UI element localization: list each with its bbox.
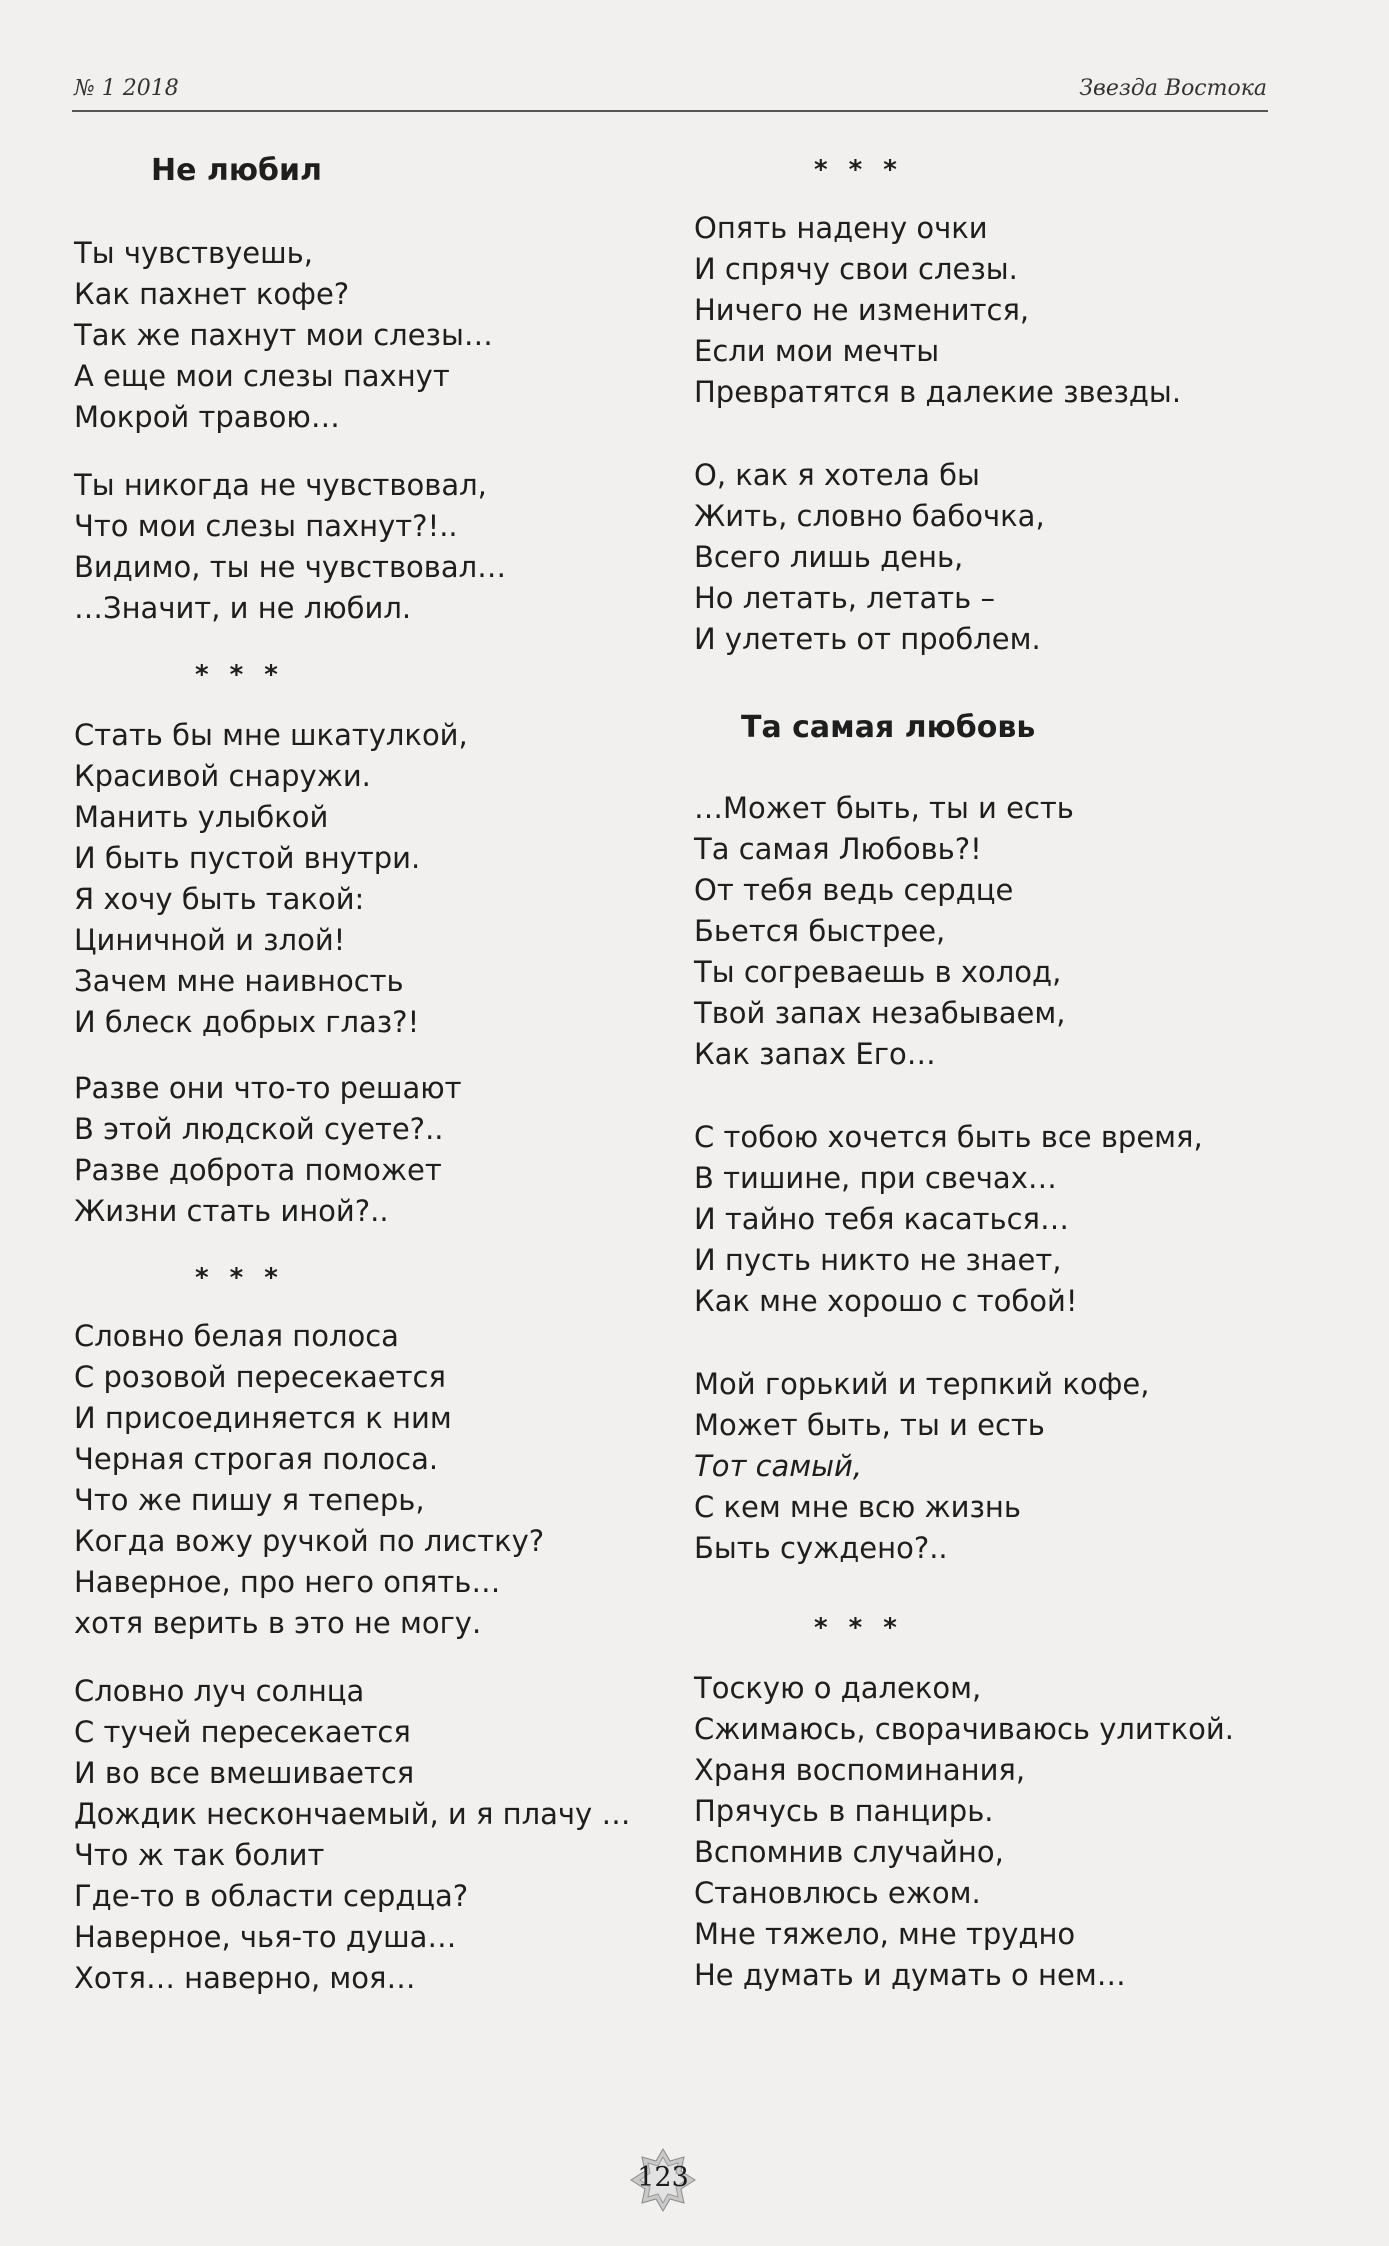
poem-line: Твой запах незабываем, (694, 996, 1066, 1030)
poem-line: Тоскую о далеком, (694, 1671, 982, 1705)
page-number-badge (628, 2147, 698, 2213)
poem-line: О, как я хотела бы (694, 458, 980, 492)
poem-line: …Может быть, ты и есть (694, 791, 1074, 825)
poem-line: хотя верить в это не могу. (74, 1606, 482, 1640)
poem-line: Ты чувствуешь, (74, 236, 313, 270)
poem-line: Черная строгая полоса. (74, 1442, 439, 1476)
page-number: 123 (637, 2162, 689, 2193)
poem-line: И быть пустой внутри. (74, 841, 421, 875)
poem-line: И присоединяется к ним (74, 1401, 452, 1435)
poem-line: Разве они что-то решают (74, 1071, 462, 1105)
poem-line: Становлюсь ежом. (694, 1876, 981, 1910)
poem-line: Ты никогда не чувствовал, (74, 468, 487, 502)
poem-line: Я хочу быть такой: (74, 882, 365, 916)
poem-line: Прячусь в панцирь. (694, 1794, 994, 1828)
poem-line: Стать бы мне шкатулкой, (74, 718, 468, 752)
poem-line: В тишине, при свечах… (694, 1161, 1057, 1195)
poem-line: А еще мои слезы пахнут (74, 359, 450, 393)
poem-line: И улететь от проблем. (694, 622, 1041, 656)
poem-line-italic: Тот самый, (694, 1449, 863, 1483)
poem-line: Жить, словно бабочка, (694, 499, 1045, 533)
poem-line: Зачем мне наивность (74, 964, 404, 998)
poem-line: Наверное, про него опять… (74, 1565, 501, 1599)
poem-line: Манить улыбкой (74, 800, 329, 834)
poem-line: Дождик нескончаемый, и я плачу … (74, 1797, 631, 1831)
poem-line: Опять надену очки (694, 211, 988, 245)
poem-line: И во все вмешивается (74, 1756, 415, 1790)
poem-line: Словно луч солнца (74, 1674, 365, 1708)
issue-number: № 1 2018 (74, 76, 179, 101)
poem-line: Красивой снаружи. (74, 759, 371, 793)
poem-line: Быть суждено?.. (694, 1531, 948, 1565)
poem-line: Как запах Его… (694, 1037, 936, 1071)
poem-line: Превратятся в далекие звезды. (694, 375, 1182, 409)
section-separator: * * * (814, 155, 903, 185)
poem-title-ne-lyubil: Не любил (151, 153, 322, 188)
poem-line: Как пахнет кофе? (74, 277, 350, 311)
poem-title-ta-samaya-lyubov: Та самая любовь (741, 710, 1036, 745)
poem-line: Мой горький и терпкий кофе, (694, 1367, 1150, 1401)
poem-line: С тучей пересекается (74, 1715, 411, 1749)
poem-line: Где-то в области сердца? (74, 1879, 469, 1913)
header-divider (72, 110, 1268, 112)
poem-line: Так же пахнут мои слезы… (74, 318, 493, 352)
poem-line: И пусть никто не знает, (694, 1243, 1062, 1277)
poem-line: Как мне хорошо с тобой! (694, 1284, 1078, 1318)
poem-line: В этой людской суете?.. (74, 1112, 444, 1146)
poem-line: Циничной и злой! (74, 923, 346, 957)
poem-line: Всего лишь день, (694, 540, 964, 574)
poem-line: Но летать, летать – (694, 581, 995, 615)
poem-line: Может быть, ты и есть (694, 1408, 1045, 1442)
poem-line: …Значит, и не любил. (74, 591, 412, 625)
poem-line: Сжимаюсь, сворачиваюсь улиткой. (694, 1712, 1234, 1746)
section-separator: * * * (195, 660, 284, 690)
poem-line: И блеск добрых глаз?! (74, 1005, 420, 1039)
poem-line: Та самая Любовь?! (694, 832, 982, 866)
poem-line: Что ж так болит (74, 1838, 325, 1872)
poem-line: И тайно тебя касаться… (694, 1202, 1070, 1236)
poem-line: Что же пишу я теперь, (74, 1483, 425, 1517)
poem-line: Мокрой травою… (74, 400, 340, 434)
poem-line: Словно белая полоса (74, 1319, 399, 1353)
poem-line: Разве доброта поможет (74, 1153, 442, 1187)
poem-line: Вспомнив случайно, (694, 1835, 1004, 1869)
poem-line: Храня воспоминания, (694, 1753, 1026, 1787)
poem-line: С кем мне всю жизнь (694, 1490, 1021, 1524)
poem-line: Что мои слезы пахнут?!.. (74, 509, 458, 543)
journal-title: Звезда Востока (1079, 76, 1267, 101)
poem-line: Ты согреваешь в холод, (694, 955, 1062, 989)
poem-line: И спрячу свои слезы. (694, 252, 1018, 286)
section-separator: * * * (195, 1263, 284, 1293)
poem-line: Когда вожу ручкой по листку? (74, 1524, 545, 1558)
poem-line: Если мои мечты (694, 334, 940, 368)
poem-line: Жизни стать иной?.. (74, 1194, 389, 1228)
poem-line: Наверное, чья-то душа… (74, 1920, 457, 1954)
poem-line: Не думать и думать о нем… (694, 1958, 1126, 1992)
poem-line: От тебя ведь сердце (694, 873, 1014, 907)
poem-line: Бьется быстрее, (694, 914, 946, 948)
poem-line: Ничего не изменится, (694, 293, 1030, 327)
poem-line: С тобою хочется быть все время, (694, 1120, 1203, 1154)
poem-line: Хотя… наверно, моя… (74, 1961, 416, 1995)
section-separator: * * * (814, 1613, 903, 1643)
poem-line: Видимо, ты не чувствовал… (74, 550, 507, 584)
poem-line: Мне тяжело, мне трудно (694, 1917, 1076, 1951)
poem-line: С розовой пересекается (74, 1360, 446, 1394)
